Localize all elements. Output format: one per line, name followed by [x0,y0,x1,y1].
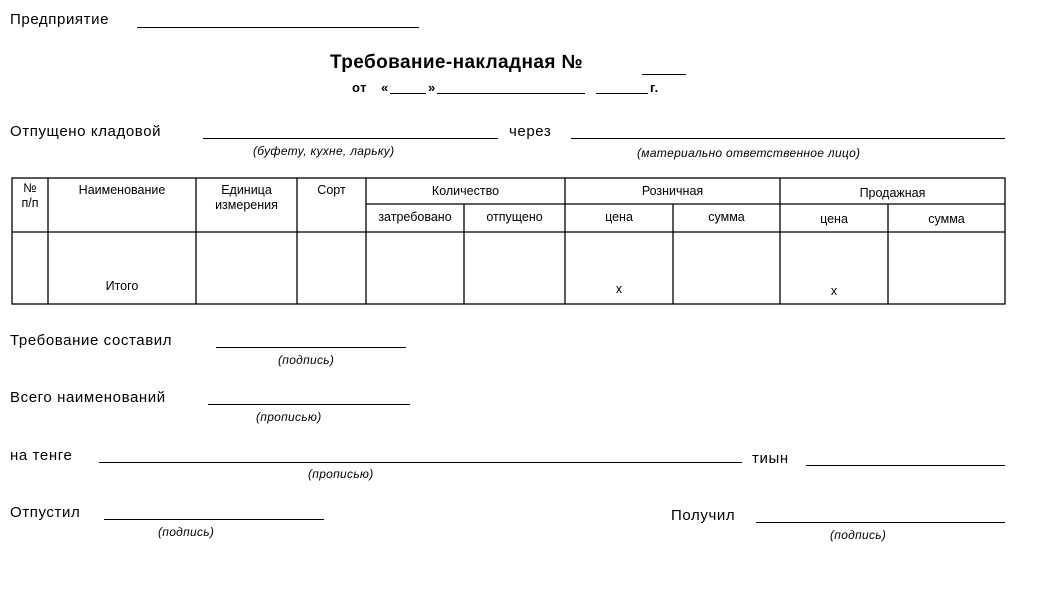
total-retail-price-mark: x [615,282,623,296]
col-unit-header: Единица измерения [215,183,278,212]
sale-sum-header: сумма [928,212,965,226]
total-sale-price-mark: x [830,284,838,298]
total-items-field[interactable] [208,404,410,405]
retail-price-header: цена [605,210,633,224]
released-by-field[interactable] [104,519,324,520]
col-name-header: Наименование [78,183,166,197]
enterprise-label: Предприятие [10,11,110,28]
year-suffix: г. [650,80,659,95]
sale-group-header: Продажная [859,186,926,200]
col-released-header: отпущено [486,210,543,224]
through-label: через [509,123,552,140]
received-signature-hint: (подпись) [830,528,887,542]
total-items-words-hint: (прописью) [256,410,322,424]
col-requested-header: затребовано [378,210,452,224]
tenge-words-hint: (прописью) [308,467,374,481]
date-close-quote: » [428,80,436,95]
document-title: Требование-накладная № [330,52,584,73]
released-signature-hint: (подпись) [158,525,215,539]
released-storage-label: Отпущено кладовой [10,123,162,140]
storage-hint: (буфету, кухне, ларьку) [253,144,395,158]
total-items-label: Всего наименований [10,389,166,406]
released-by-label: Отпустил [10,504,81,521]
tenge-label: на тенге [10,447,73,464]
date-open-quote: « [381,80,389,95]
compiled-by-label: Требование составил [10,332,173,349]
compiled-by-field[interactable] [216,347,406,348]
tiyn-label: тиын [752,450,789,467]
retail-sum-header: сумма [708,210,745,224]
tenge-amount-field[interactable] [99,462,742,463]
compiled-signature-hint: (подпись) [278,353,335,367]
col-num-header: № п/п [21,181,39,210]
received-by-label: Получил [671,507,736,524]
responsible-person-hint: (материально ответственное лицо) [637,146,861,160]
quantity-group-header: Количество [431,184,500,198]
tiyn-amount-field[interactable] [806,465,1005,466]
retail-group-header: Розничная [641,184,704,198]
total-row-label: Итого [105,279,139,293]
sale-price-header: цена [820,212,848,226]
col-grade-header: Сорт [317,183,346,197]
received-by-field[interactable] [756,522,1005,523]
date-from-label: от [352,80,367,95]
